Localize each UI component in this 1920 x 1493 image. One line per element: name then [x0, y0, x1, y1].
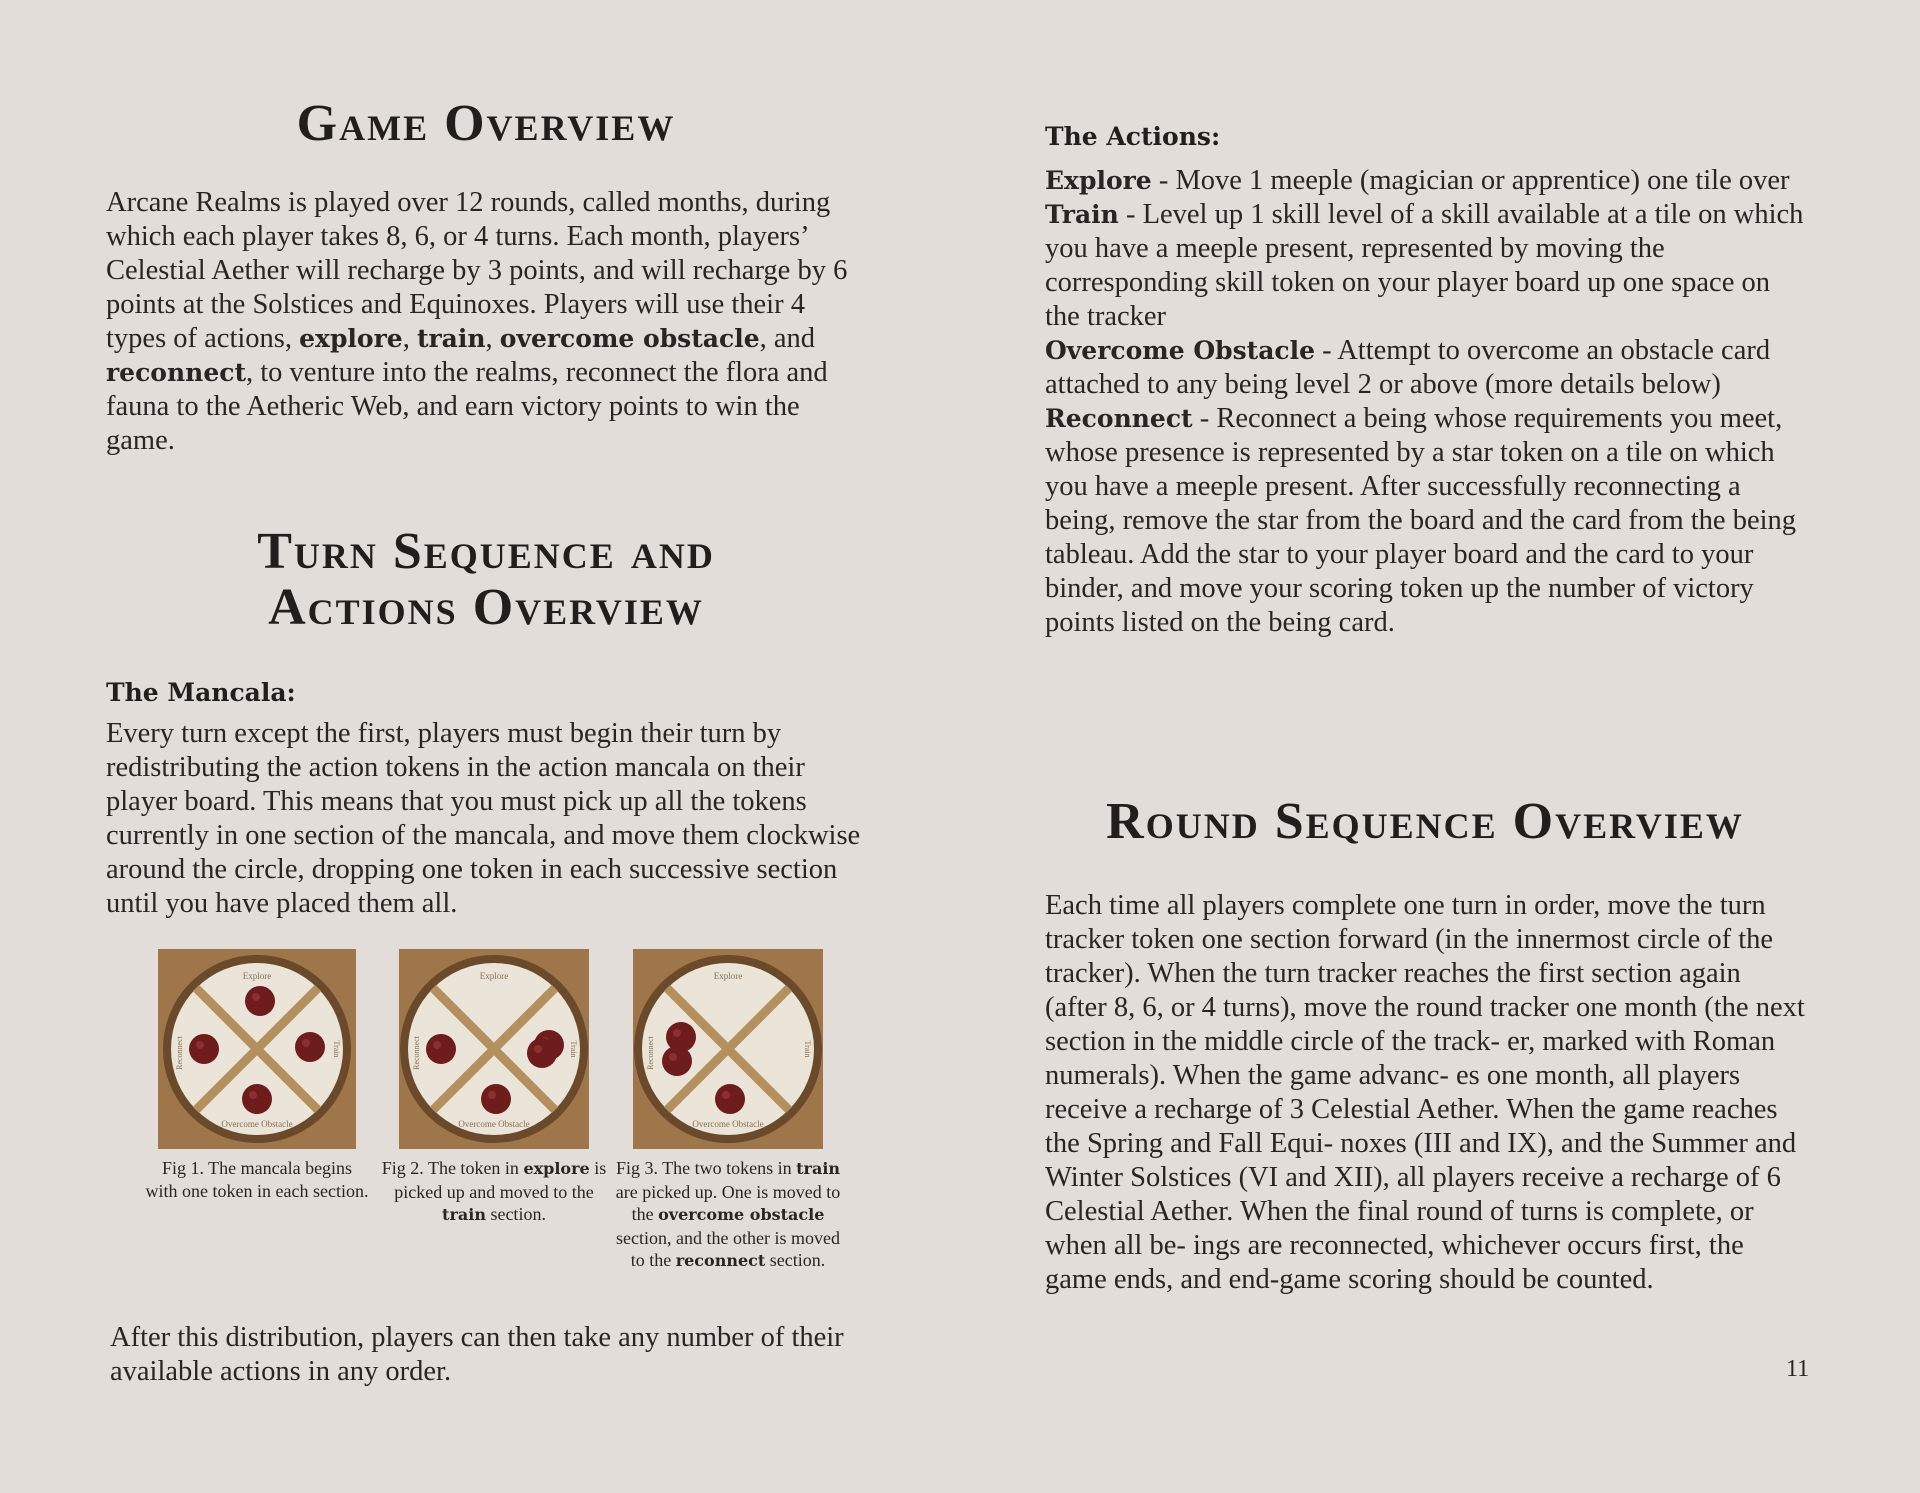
- svg-text:Reconnect: Reconnect: [175, 1036, 184, 1070]
- svg-text:Overcome Obstacle: Overcome Obstacle: [221, 1119, 293, 1129]
- svg-text:Overcome Obstacle: Overcome Obstacle: [692, 1119, 764, 1129]
- figure-2-caption: Fig 2. The token in explore is picked up and moved to the train section.: [381, 1158, 607, 1224]
- turn-sequence-title: Turn Sequence and Actions Overview: [257, 523, 715, 636]
- game-overview-title: Game Overview: [296, 95, 676, 152]
- figure-1-caption: Fig 1. The mancala begins with one token in each section.: [145, 1158, 369, 1201]
- svg-text:Reconnect: Reconnect: [646, 1036, 655, 1070]
- action-train: Train - Level up 1 skill level of a skill available at a tile on which you have a meeple present, represented by moving the corresponding skill token on your player board up one space on the tracker: [1045, 199, 1804, 332]
- round-sequence-title: Round Sequence Overview: [1106, 793, 1744, 850]
- svg-text:Train: Train: [569, 1040, 578, 1058]
- mancala-board-image: [158, 949, 356, 1149]
- actions-heading: The Actions:: [1045, 122, 1221, 151]
- mancala-figure-3: [633, 949, 823, 1149]
- game-overview-text: Arcane Realms is played over 12 rounds, called months, during which each player takes 8, 6, or 4 turns. Each month, players’ Celestial Aether will recharge by 3 points, and will recharge by 6 points at the Solstices and Equinoxes. Players will use their 4 types of actions, explore, train, overcome obstacle, and reconnect, to venture into the realms, reconnect the flora and fauna to the Aetheric Web, and earn victory points to win the game.: [106, 187, 848, 456]
- round-sequence-text: Each time all players complete one turn in order, move the turn tracker token one section forward (in the innermost circle of the tracker). When the turn tracker reaches the first section again (after 8, 6, or 4 turns), move the round tracker one month (the next section in the middle circle of the track- er, marked with Roman numerals). When the game advanc- es one month, all players receive a recharge of 3 Celestial Aether. When the game reaches the Spring and Fall Equi- noxes (III and IX), and the Summer and Winter Solstices (VI and XII), all players receive a recharge of 6 Celestial Aether. When the final round of turns is complete, or when all be- ings are reconnected, whichever occurs first, the game ends, and end-game scoring should be counted.: [1045, 890, 1805, 1295]
- svg-text:Explore: Explore: [242, 971, 272, 981]
- svg-text:Train: Train: [803, 1040, 812, 1058]
- mancala-heading: The Mancala:: [106, 678, 296, 707]
- svg-text:Explore: Explore: [713, 971, 743, 981]
- figure-3-caption: Fig 3. The two tokens in train are picked up. One is moved to the overcome obstacle section, and the other is moved to the reconnect section.: [615, 1158, 841, 1270]
- page-number: 11: [1786, 1356, 1810, 1382]
- svg-text:Train: Train: [332, 1040, 341, 1058]
- action-reconnect: Reconnect - Reconnect a being whose requirements you meet, whose presence is represented by a star token on a tile on which you have a meeple present. After successfully reconnecting a being, remove the star from the board and the card from the being tableau. Add the star to your player board and the card to your binder, and move your scoring token up the number of victory points listed on the being card.: [1045, 403, 1797, 638]
- actions-list: [1045, 164, 1805, 640]
- mancala-figure-2: [399, 949, 589, 1149]
- svg-text:Overcome Obstacle: Overcome Obstacle: [458, 1119, 530, 1129]
- mancala-board-image: [399, 949, 589, 1149]
- mancala-text: Every turn except the first, players must begin their turn by redistributing the action tokens in the action mancala on their player board. This means that you must pick up all the tokens currently in one section of the mancala, and move them clockwise around the circle, dropping one token in each successive section until you have placed them all.: [106, 718, 861, 919]
- svg-text:Explore: Explore: [479, 971, 509, 981]
- action-overcome-obstacle: Overcome Obstacle - Attempt to overcome an obstacle card attached to any being level 2 or above (more details below): [1045, 335, 1771, 400]
- mancala-board-image: [633, 949, 823, 1149]
- after-distribution-text: After this distribution, players can then take any number of their available actions in any order.: [110, 1322, 844, 1387]
- svg-text:Reconnect: Reconnect: [412, 1036, 421, 1070]
- mancala-figure-1: [158, 949, 356, 1149]
- action-explore: Explore - Move 1 meeple (magician or apprentice) one tile over: [1045, 165, 1790, 196]
